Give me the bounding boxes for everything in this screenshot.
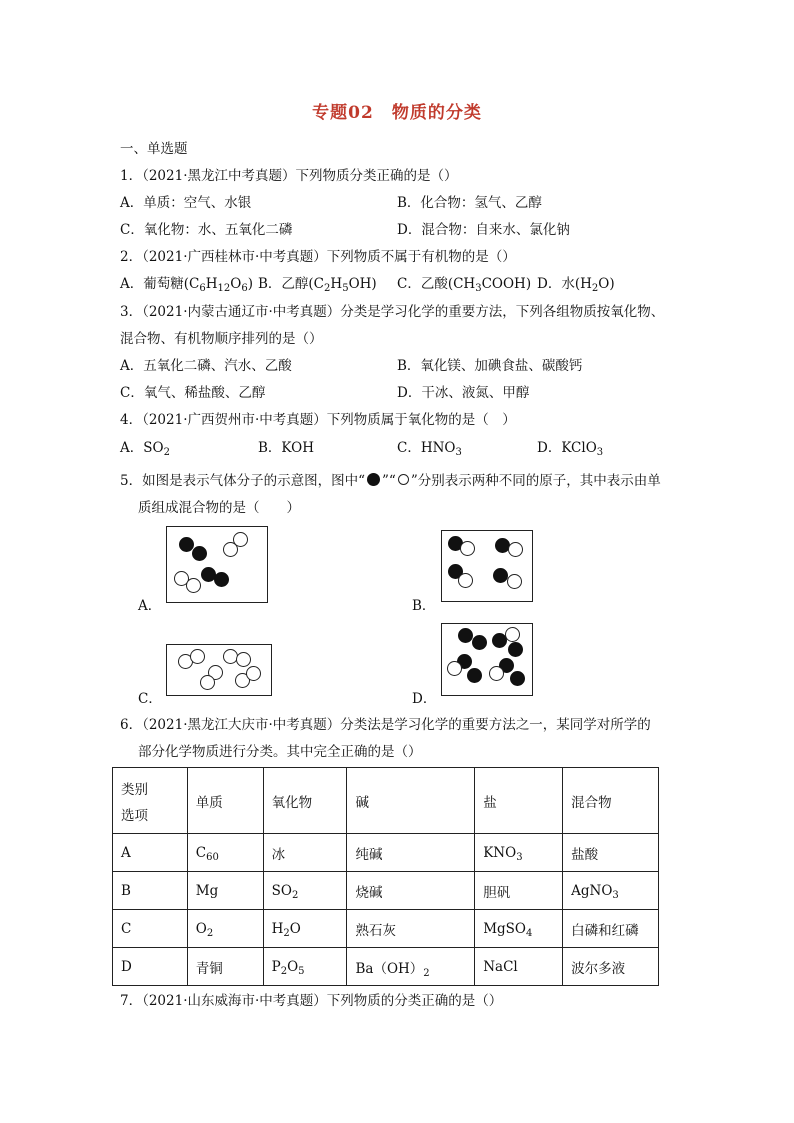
q5-diagram-d xyxy=(441,623,533,696)
atom-white xyxy=(458,573,473,588)
q1-option-b: B．化合物：氢气、乙醇 xyxy=(397,195,542,211)
q4-option-a: A．$SO_2$ xyxy=(120,440,170,458)
atom-white xyxy=(236,652,251,667)
q5-stem-line1: 5．如图是表示气体分子的示意图，图中“ ”“ ”分别表示两种不同的原子，其中表示由单 xyxy=(120,473,661,489)
q4-stem: 4．（2021·广西贺州市·中考真题）下列物质属于氧化物的是（ ） xyxy=(120,412,516,428)
table-cell: 烧碱 xyxy=(347,872,475,910)
q3-stem-line1: 3．（2021·内蒙古通辽市·中考真题）分类是学习化学的重要方法，下列各组物质按氧化物、 xyxy=(120,304,665,320)
atom-white xyxy=(190,649,205,664)
q7-stem: 7．（2021·山东威海市·中考真题）下列物质的分类正确的是（） xyxy=(120,993,503,1009)
q1-option-a: A．单质：空气、水银 xyxy=(120,195,252,211)
table-cell: 熟石灰 xyxy=(347,910,475,948)
atom-black xyxy=(458,628,473,643)
classification-table xyxy=(112,767,659,986)
q5-label-b: B． xyxy=(412,598,436,614)
table-cell: AgNO$_3$ xyxy=(563,872,659,910)
atom-white xyxy=(508,542,523,557)
q2-option-a: A．葡萄糖$(C_6H_{12}O_6)$ xyxy=(120,276,253,294)
table-cell: $P_2O_5$ xyxy=(263,948,347,986)
q2-option-d: D．水$(H_2O)$ xyxy=(537,276,615,294)
table-cell: 胆矾 xyxy=(475,872,563,910)
atom-white xyxy=(505,627,520,642)
table-cell: 冰 xyxy=(263,834,347,872)
q5-diagram-c xyxy=(166,644,272,696)
table-cell: MgSO$_4$ xyxy=(475,910,563,948)
table-cell: $O_2$ xyxy=(187,910,263,948)
atom-black xyxy=(472,635,487,650)
table-cell: $SO_2$ xyxy=(263,872,347,910)
table-cell: D xyxy=(113,948,188,986)
header-col: 氧化物 xyxy=(263,768,347,834)
table-cell: 纯碱 xyxy=(347,834,475,872)
table-row xyxy=(113,872,659,910)
atom-black xyxy=(510,671,525,686)
header-col: 混合物 xyxy=(563,768,659,834)
table-header-row xyxy=(113,768,659,834)
q1-option-d: D．混合物：自来水、氯化钠 xyxy=(397,222,570,238)
table-row xyxy=(113,948,659,986)
table-cell: NaCl xyxy=(475,948,563,986)
q3-option-b: B．氧化镁、加碘食盐、碳酸钙 xyxy=(397,358,583,374)
q4-option-c: C．$HNO_3$ xyxy=(397,440,462,458)
header-col: 碱 xyxy=(347,768,475,834)
black-atom-icon xyxy=(367,473,380,486)
q3-option-a: A．五氧化二磷、汽水、乙酸 xyxy=(120,358,292,374)
white-atom-icon xyxy=(398,474,409,485)
atom-white xyxy=(507,574,522,589)
atom-white xyxy=(447,661,462,676)
page-title: 专题02 物质的分类 xyxy=(312,103,482,123)
q6-stem-line1: 6．（2021·黑龙江大庆市·中考真题）分类法是学习化学的重要方法之一，某同学对所学的 xyxy=(120,717,651,733)
table-cell: Mg xyxy=(187,872,263,910)
q2-option-c: C．乙酸$(CH_3COOH)$ xyxy=(397,276,532,294)
q5-diagram-a xyxy=(166,526,268,603)
q5-label-c: C． xyxy=(138,691,162,707)
q5-label-a: A． xyxy=(138,598,162,614)
table-cell: 白磷和红磷 xyxy=(563,910,659,948)
atom-white xyxy=(489,666,504,681)
header-corner xyxy=(113,768,188,834)
q5-stem-line2: 质组成混合物的是（ ） xyxy=(138,500,300,516)
header-category: 类别 xyxy=(121,781,148,798)
atom-black xyxy=(508,642,523,657)
table-row xyxy=(113,910,659,948)
q5-label-d: D． xyxy=(412,691,437,707)
q4-option-b: B．KOH xyxy=(258,440,314,456)
table-cell: C xyxy=(113,910,188,948)
header-option: 选项 xyxy=(121,807,148,824)
table-cell: $Ba(OH)_2$ xyxy=(347,948,475,986)
header-col: 盐 xyxy=(475,768,563,834)
atom-black xyxy=(467,668,482,683)
q4-option-d: D．KClO$_3$ xyxy=(537,440,604,458)
q1-stem: 1．（2021·黑龙江中考真题）下列物质分类正确的是（） xyxy=(120,168,458,184)
atom-white xyxy=(223,542,238,557)
table-cell: 青铜 xyxy=(187,948,263,986)
atom-white xyxy=(200,675,215,690)
q6-stem-line2: 部分化学物质进行分类。其中完全正确的是（） xyxy=(138,744,422,760)
table-cell: $C_{60}$ xyxy=(187,834,263,872)
table-cell: A xyxy=(113,834,188,872)
q1-option-c: C．氧化物：水、五氧化二磷 xyxy=(120,222,293,238)
table-cell: 波尔多液 xyxy=(563,948,659,986)
q3-stem-line2: 混合物、有机物顺序排列的是（） xyxy=(120,331,323,347)
section-heading: 一、单选题 xyxy=(120,141,188,157)
q2-stem: 2．（2021·广西桂林市·中考真题）下列物质不属于有机物的是（） xyxy=(120,249,516,265)
q3-option-d: D．干冰、液氮、甲醇 xyxy=(397,385,530,401)
table-cell: 盐酸 xyxy=(563,834,659,872)
atom-white xyxy=(460,541,475,556)
atom-white xyxy=(186,578,201,593)
table-cell: B xyxy=(113,872,188,910)
q5-diagram-b xyxy=(441,530,533,602)
table-cell: $KNO_3$ xyxy=(475,834,563,872)
atom-black xyxy=(192,546,207,561)
atom-black xyxy=(493,568,508,583)
table-cell: $H_2O$ xyxy=(263,910,347,948)
q3-option-c: C．氧气、稀盐酸、乙醇 xyxy=(120,385,266,401)
table-row xyxy=(113,834,659,872)
q2-option-b: B．乙醇$(C_2H_5OH)$ xyxy=(258,276,377,294)
header-col: 单质 xyxy=(187,768,263,834)
atom-black xyxy=(214,572,229,587)
atom-white xyxy=(246,666,261,681)
